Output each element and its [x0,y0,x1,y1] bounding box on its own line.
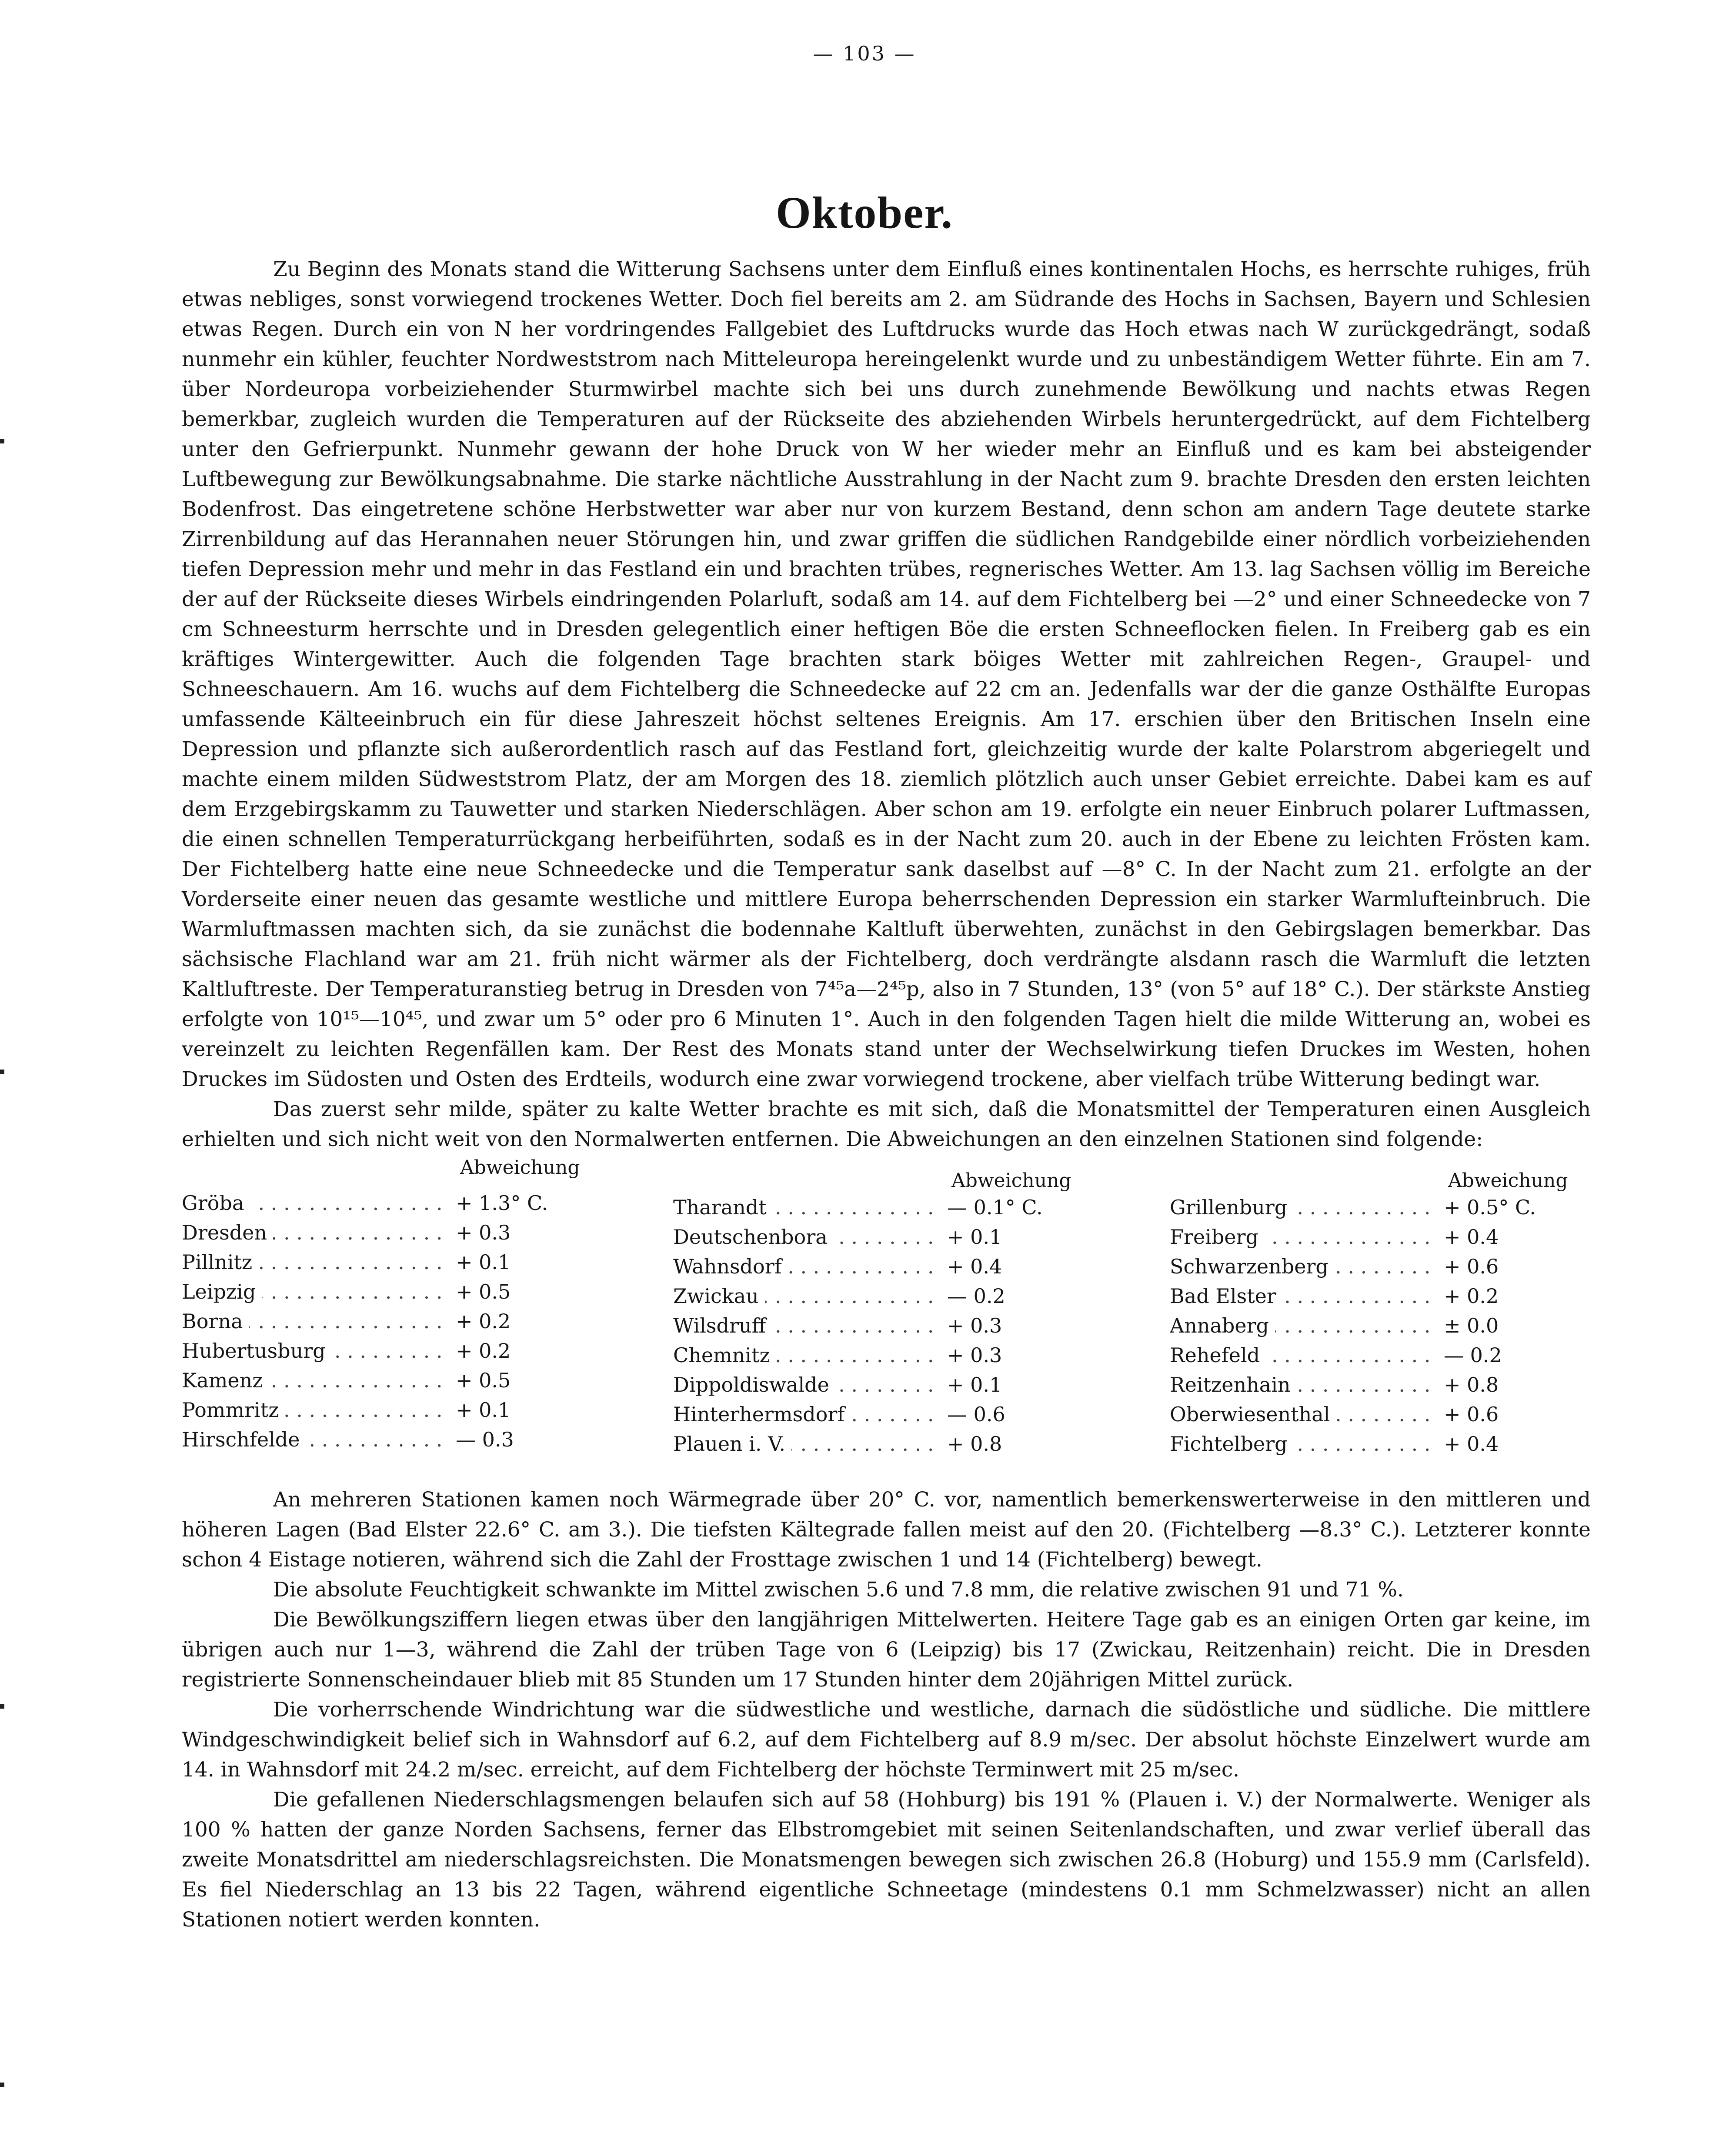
station-row [673,1196,1108,1225]
station-name: Oberwiesenthal [1170,1403,1336,1426]
paragraph: Die gefallenen Niederschlagsmengen belaufen sich auf 58 (Hohburg) bis 191 % (Plauen i. V.) der Normalwerte. Weniger als 100 % hatten der ganze Norden Sachsens, ferner das Elbstromgebiet mit seinen Seitenlandschaften, und zwar verlief überall das zweite Monatsdrittel am niederschlagsreichsten. Die Monatsmengen bewegen sich zwischen 26.8 (Hoburg) und 155.9 mm (Carlsfeld). Es fiel Niederschlag an 13 bis 22 Tagen, während eigentliche Schneetage (mindestens 0.1 mm Schmelzwasser) nicht an allen Stationen notiert werden konnten. [182,1788,1591,1932]
station-name: Freiberg [1170,1225,1265,1249]
station-row [1170,1284,1605,1314]
station-row [1170,1343,1605,1373]
station-row [182,1369,617,1398]
station-name: Schwarzenberg [1170,1255,1335,1278]
deviation-value: + 0.4 [947,1255,1002,1278]
station-row [673,1373,1108,1403]
station-name: Wahnsdorf [673,1255,788,1278]
paragraph: An mehreren Stationen kamen noch Wärmegrade über 20° C. vor, namentlich bemerkenswerterweise in den mittleren und höheren Lagen (Bad Elster 22.6° C. am 3.). Die tiefsten Kältegrade fallen meist auf den 20. (Fichtelberg —8.3° C.). Letzterer konnte schon 4 Eistage notieren, während sich die Zahl der Frosttage zwischen 1 und 14 (Fichtelberg) bewegt. [182,1488,1591,1572]
station-row [1170,1225,1605,1255]
deviation-value: + 0.5 [456,1280,511,1303]
deviation-value: + 0.2 [1444,1284,1499,1308]
station-row [673,1343,1108,1373]
station-name: Chemnitz [673,1343,776,1367]
station-name: Reitzenhain [1170,1373,1297,1396]
station-row [1170,1314,1605,1343]
station-name: Grillenburg [1170,1196,1293,1219]
station-name: Borna [182,1310,249,1333]
scan-mark [0,1070,4,1074]
deviation-value: + 0.1 [456,1398,511,1422]
station-row [1170,1255,1605,1284]
station-row [673,1255,1108,1284]
station-name: Fichtelberg [1170,1432,1294,1456]
deviation-value: — 0.3 [456,1428,514,1451]
station-row [182,1428,617,1457]
deviation-value: — 0.6 [947,1403,1005,1426]
scan-mark [0,1704,4,1709]
station-name: Tharandt [673,1196,773,1219]
station-name: Wilsdruff [673,1314,772,1337]
deviation-value: — 0.1° C. [947,1196,1043,1219]
station-row [182,1339,617,1369]
page-title: Oktober. [776,188,953,238]
deviation-value: + 0.2 [456,1310,511,1333]
station-name: Bad Elster [1170,1284,1282,1308]
deviation-value: + 0.1 [456,1250,511,1274]
station-row [182,1250,617,1280]
paragraph: Zu Beginn des Monats stand die Witterung Sachsens unter dem Einfluß eines kontinentalen Hochs, es herrschte ruhiges, früh etwas nebliges, sonst vorwiegend trockenes Wetter. Doch fiel bereits am 2. am Südrande des Hochs in Sachsen, Bayern und Schlesien etwas Regen. Durch ein von N her vordringendes Fallgebiet des Luftdrucks wurde das Hoch etwas nach W zurückgedrängt, sodaß nunmehr ein kühler, feuchter Nordweststrom nach Mitteleuropa hereingelenkt wurde und zu unbeständigem Wetter führte. Ein am 7. über Nordeuropa vorbeiziehender Sturmwirbel machte sich bei uns durch zunehmende Bewölkung und nachts etwas Regen bemerkbar, zugleich wurden die Temperaturen auf der Rückseite des abziehenden Wirbels heruntergedrückt, auf dem Fichtelberg unter den Gefrierpunkt. Nunmehr gewann der hohe Druck von W her wieder mehr an Einfluß und es kam bei absteigender Luftbewegung zur Bewölkungsabnahme. Die starke nächtliche Ausstrahlung in der Nacht zum 9. brachte Dresden den ersten leichten Bodenfrost. Das eingetretene schöne Herbstwetter war aber nur von kurzem Bestand, denn schon am andern Tage deutete starke Zirrenbildung auf das Herannahen neuer Störungen hin, und zwar griffen die südlichen Randgebilde einer nördlich vorbeiziehenden tiefen Depression mehr und mehr in das Festland ein und brachten trübes, regnerisches Wetter. Am 13. lag Sachsen völlig im Bereiche der auf der Rückseite dieses Wirbels eindringenden Polarluft, sodaß am 14. auf dem Fichtelberg bei —2° und einer Schneedecke von 7 cm Schneesturm herrschte und in Dresden gelegentlich einer heftigen Böe die ersten Schneeflocken fielen. In Freiberg gab es ein kräftiges Wintergewitter. Auch die folgenden Tage brachten stark böiges Wetter mit zahlreichen Regen-, Graupel- und Schneeschauern. Am 16. wuchs auf dem Fichtelberg die Schneedecke auf 22 cm an. Jedenfalls war der die ganze Osthälfte Europas umfassende Kälteeinbruch ein für diese Jahreszeit höchst seltenes Ereignis. Am 17. erschien über den Britischen Inseln eine Depression und pflanzte sich außerordentlich rasch auf das Festland fort, gleichzeitig wurde der kalte Polarstrom abgeriegelt und machte einem milden Südweststrom Platz, der am Morgen des 18. ziemlich plötzlich auch unser Gebiet erreichte. Dabei kam es auf dem Erzgebirgskamm zu Tauwetter und starken Niederschlägen. Aber schon am 19. erfolgte ein neuer Einbruch polarer Luftmassen, die einen schnellen Temperaturrückgang herbeiführten, sodaß es in der Nacht zum 20. auch in der Ebene zu leichten Frösten kam. Der Fichtelberg hatte eine neue Schneedecke und die Temperatur sank daselbst auf —8° C. In der Nacht zum 21. erfolgte an der Vorderseite einer neuen das gesamte westliche und mittlere Europa beherrschenden Depression ein starker Warmlufteinbruch. Die Warmluftmassen machten sich, da sie zunächst die bodennahe Kaltluft überwehten, zunächst in den Gebirgslagen bemerkbar. Das sächsische Flachland war am 21. früh nicht wärmer als der Fichtelberg, doch verdrängte alsdann rasch die Warmluft die letzten Kaltluftreste. Der Temperaturanstieg betrug in Dresden von 7⁴⁵a—2⁴⁵p, also in 7 Stunden, 13° (von 5° auf 18° C.). Der stärkste Anstieg erfolgte von 10¹⁵—10⁴⁵, und zwar um 5° oder pro 6 Minuten 1°. Auch in den folgenden Tagen hielt die milde Witterung an, wobei es vereinzelt zu leichten Regenfällen kam. Der Rest des Monats stand unter der Wechselwirkung tiefen Druckes im Westen, hohen Druckes im Südosten und Osten des Erdteils, wodurch eine zwar vorwiegend trockene, aber vielfach trübe Witterung bedingt war. [182,257,1591,1091]
column-header: Abweichung [951,1170,1071,1192]
deviation-value: + 0.4 [1444,1432,1499,1456]
station-row [182,1398,617,1428]
station-row [673,1432,1108,1462]
deviation-value: + 0.5 [456,1369,511,1392]
station-name: Kamenz [182,1369,269,1392]
station-row [673,1225,1108,1255]
station-row [182,1191,617,1221]
station-name: Leipzig [182,1280,262,1303]
station-row [1170,1432,1605,1462]
scan-mark [0,2083,4,2087]
station-row [673,1284,1108,1314]
paragraph: Die vorherrschende Windrichtung war die südwestliche und westliche, darnach die südöstliche und südliche. Die mittlere Windgeschwindigkeit belief sich in Wahnsdorf auf 6.2, auf dem Fichtelberg auf 8.9 m/sec. Der absolut höchste Einzelwert wurde am 14. in Wahnsdorf mit 24.2 m/sec. erreicht, auf dem Fichtelberg der höchste Terminwert mit 25 m/sec. [182,1698,1591,1782]
deviation-value: + 0.3 [947,1314,1002,1337]
paragraph: Die Bewölkungsziffern liegen etwas über den langjährigen Mittelwerten. Heitere Tage gab es an einigen Orten gar keine, im übrigen auch nur 1—3, während die Zahl der trüben Tage von 6 (Leipzig) bis 17 (Zwickau, Reitzenhain) reicht. Die in Dresden registrierte Sonnenscheindauer blieb mit 85 Stunden um 17 Stunden hinter dem 20jährigen Mittel zurück. [182,1608,1591,1692]
station-name: Hinterhermsdorf [673,1403,851,1426]
station-name: Gröba [182,1191,250,1215]
deviation-value: ± 0.0 [1444,1314,1499,1337]
deviation-table [182,1156,1591,1470]
station-name: Rehefeld [1170,1343,1266,1367]
deviation-value: + 0.3 [947,1343,1002,1367]
station-name: Hirschfelde [182,1428,306,1451]
summary-text [182,1485,1591,1935]
deviation-value: + 0.3 [456,1221,511,1244]
column-header: Abweichung [1448,1170,1568,1192]
deviation-value: + 0.4 [1444,1225,1499,1249]
deviation-value: + 0.6 [1444,1403,1499,1426]
paragraph: Die absolute Feuchtigkeit schwankte im Mittel zwischen 5.6 und 7.8 mm, die relative zwischen 91 und 71 %. [273,1578,1404,1602]
deviation-value: + 0.8 [1444,1373,1499,1396]
station-row [182,1310,617,1339]
station-name: Zwickau [673,1284,765,1308]
deviation-value: — 0.2 [947,1284,1005,1308]
station-row [182,1221,617,1250]
scan-mark [0,439,4,443]
station-row [1170,1196,1605,1225]
station-name: Plauen i. V. [673,1432,791,1456]
paragraph: Das zuerst sehr milde, später zu kalte Wetter brachte es mit sich, daß die Monatsmittel der Temperaturen einen Ausgleich erhielten und sich nicht weit von den Normalwerten entfernen. Die Abweichungen an den einzelnen Stationen sind folgende: [182,1097,1591,1151]
page-number: — 103 — [813,42,916,65]
deviation-value: + 1.3° C. [456,1191,548,1215]
station-row [673,1314,1108,1343]
deviation-value: + 0.5° C. [1444,1196,1536,1219]
station-row [1170,1403,1605,1432]
intro-text [182,254,1591,1154]
station-row [1170,1373,1605,1403]
deviation-value: + 0.8 [947,1432,1002,1456]
deviation-value: + 0.2 [456,1339,511,1363]
station-name: Dresden [182,1221,273,1244]
deviation-value: — 0.2 [1444,1343,1502,1367]
station-name: Deutschenbora [673,1225,834,1249]
station-name: Pommritz [182,1398,285,1422]
station-name: Annaberg [1170,1314,1275,1337]
deviation-value: + 0.6 [1444,1255,1499,1278]
column-header: Abweichung [460,1156,580,1179]
station-row [673,1403,1108,1432]
deviation-value: + 0.1 [947,1225,1002,1249]
station-row [182,1280,617,1310]
deviation-value: + 0.1 [947,1373,1002,1396]
station-name: Hubertusburg [182,1339,332,1363]
station-name: Dippoldiswalde [673,1373,835,1396]
station-name: Pillnitz [182,1250,258,1274]
